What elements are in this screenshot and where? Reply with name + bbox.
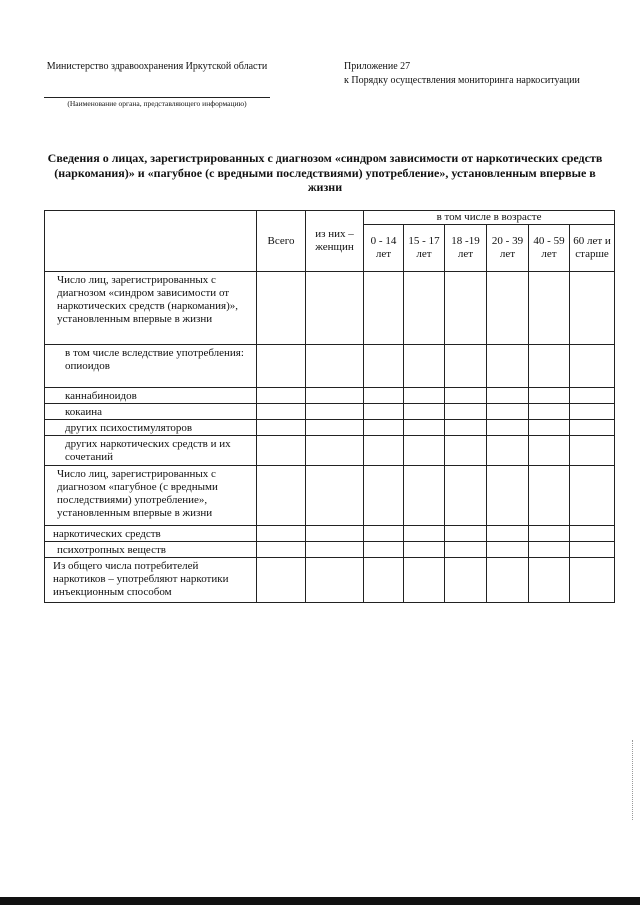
row-label-addiction-total: Число лиц, зарегистрированных с диагнозом «синдром зависимости от наркотических средств (наркомания)», установленным впервые в жизни: [45, 272, 257, 345]
value-cell[interactable]: [570, 542, 615, 558]
value-cell[interactable]: [570, 404, 615, 420]
column-header-age-0-14: 0 - 14 лет: [364, 225, 404, 272]
value-cell[interactable]: [364, 526, 404, 542]
column-header-age-20-39: 20 - 39 лет: [487, 225, 529, 272]
table-row: [45, 345, 615, 388]
value-cell[interactable]: [404, 436, 445, 466]
document-title: Сведения о лицах, зарегистрированных с диагнозом «синдром зависимости от наркотических средств (наркомания)» и «пагубное (с вредными последствиями) употребление», установленным впервые в жизни: [47, 151, 603, 194]
value-cell[interactable]: [306, 388, 364, 404]
row-label-other-narcotics: других наркотических средств и их сочетаний: [45, 436, 257, 466]
value-cell[interactable]: [404, 526, 445, 542]
value-cell[interactable]: [364, 558, 404, 603]
value-cell[interactable]: [529, 272, 570, 345]
appendix-subtitle: к Порядку осуществления мониторинга наркоситуации: [344, 75, 580, 86]
value-cell[interactable]: [404, 542, 445, 558]
value-cell[interactable]: [404, 272, 445, 345]
report-table: [44, 210, 615, 603]
table-row: [45, 558, 615, 603]
value-cell[interactable]: [364, 420, 404, 436]
appendix-block: [344, 60, 634, 88]
column-header-total: Всего: [257, 211, 306, 272]
value-cell[interactable]: [445, 388, 487, 404]
header-empty-cell: [45, 211, 257, 272]
value-cell[interactable]: [364, 345, 404, 388]
table-row: [45, 272, 615, 345]
value-cell[interactable]: [487, 542, 529, 558]
value-cell[interactable]: [257, 558, 306, 603]
row-label-narcotic-substances: наркотических средств: [45, 526, 257, 542]
value-cell[interactable]: [529, 420, 570, 436]
value-cell[interactable]: [306, 466, 364, 526]
value-cell[interactable]: [570, 526, 615, 542]
value-cell[interactable]: [487, 466, 529, 526]
column-header-age-60-plus: 60 лет и старше: [570, 225, 615, 272]
table-row: [45, 436, 615, 466]
value-cell[interactable]: [529, 558, 570, 603]
value-cell[interactable]: [404, 345, 445, 388]
value-cell[interactable]: [487, 436, 529, 466]
value-cell[interactable]: [570, 436, 615, 466]
value-cell[interactable]: [529, 526, 570, 542]
column-header-age-group: в том числе в возрасте: [364, 211, 615, 225]
value-cell[interactable]: [404, 388, 445, 404]
value-cell[interactable]: [364, 466, 404, 526]
value-cell[interactable]: [364, 404, 404, 420]
value-cell[interactable]: [445, 558, 487, 603]
value-cell[interactable]: [364, 388, 404, 404]
table-row: [45, 420, 615, 436]
value-cell[interactable]: [529, 388, 570, 404]
value-cell[interactable]: [445, 436, 487, 466]
organization-name: Министерство здравоохранения Иркутской области: [46, 61, 268, 72]
value-cell[interactable]: [529, 404, 570, 420]
table-row: [45, 526, 615, 542]
organization-caption: (Наименование органа, представляющего информацию): [67, 99, 247, 108]
value-cell[interactable]: [487, 404, 529, 420]
value-cell[interactable]: [487, 345, 529, 388]
value-cell[interactable]: [529, 345, 570, 388]
column-header-age-15-17: 15 - 17 лет: [404, 225, 445, 272]
value-cell[interactable]: [306, 526, 364, 542]
value-cell[interactable]: [257, 526, 306, 542]
value-cell[interactable]: [445, 466, 487, 526]
value-cell[interactable]: [529, 466, 570, 526]
row-label-opioids: в том числе вследствие употребления: опиоидов: [45, 345, 257, 388]
scan-bottom-border: [0, 897, 640, 905]
row-label-cannabinoids: каннабиноидов: [45, 388, 257, 404]
column-header-age-18-19: 18 -19 лет: [445, 225, 487, 272]
value-cell[interactable]: [257, 466, 306, 526]
value-cell[interactable]: [445, 404, 487, 420]
value-cell[interactable]: [529, 436, 570, 466]
value-cell[interactable]: [306, 420, 364, 436]
value-cell[interactable]: [364, 436, 404, 466]
column-header-age-40-59: 40 - 59 лет: [529, 225, 570, 272]
value-cell[interactable]: [404, 558, 445, 603]
row-label-injection-users: Из общего числа потребителей наркотиков – употребляют наркотики инъекционным способом: [45, 558, 257, 603]
value-cell[interactable]: [306, 436, 364, 466]
value-cell[interactable]: [445, 526, 487, 542]
scan-edge-marks: [632, 740, 635, 820]
value-cell[interactable]: [487, 420, 529, 436]
value-cell[interactable]: [445, 345, 487, 388]
row-label-psychostimulants: других психостимуляторов: [45, 420, 257, 436]
value-cell[interactable]: [570, 388, 615, 404]
value-cell[interactable]: [570, 272, 615, 345]
value-cell[interactable]: [364, 272, 404, 345]
value-cell[interactable]: [404, 466, 445, 526]
row-label-harmful-use-total: Число лиц, зарегистрированных с диагнозом «пагубное (с вредными последствиями) употребление», установленным впервые в жизни: [45, 466, 257, 526]
table-row: [45, 542, 615, 558]
value-cell[interactable]: [257, 420, 306, 436]
value-cell[interactable]: [529, 542, 570, 558]
value-cell[interactable]: [257, 345, 306, 388]
appendix-title: Приложение 27: [344, 61, 411, 72]
value-cell[interactable]: [445, 272, 487, 345]
row-label-psychotropic-substances: психотропных веществ: [45, 542, 257, 558]
table-row: [45, 388, 615, 404]
organization-underline: [44, 97, 270, 98]
value-cell[interactable]: [570, 345, 615, 388]
value-cell[interactable]: [306, 272, 364, 345]
value-cell[interactable]: [487, 558, 529, 603]
value-cell[interactable]: [445, 542, 487, 558]
value-cell[interactable]: [257, 388, 306, 404]
value-cell[interactable]: [487, 272, 529, 345]
value-cell[interactable]: [487, 526, 529, 542]
value-cell[interactable]: [257, 272, 306, 345]
value-cell[interactable]: [306, 345, 364, 388]
value-cell[interactable]: [257, 436, 306, 466]
column-header-women: из них – женщин: [306, 211, 364, 272]
value-cell[interactable]: [257, 404, 306, 420]
table-row: [45, 404, 615, 420]
value-cell[interactable]: [364, 542, 404, 558]
value-cell[interactable]: [570, 420, 615, 436]
table-row: [45, 466, 615, 526]
value-cell[interactable]: [445, 420, 487, 436]
value-cell[interactable]: [306, 542, 364, 558]
value-cell[interactable]: [570, 466, 615, 526]
value-cell[interactable]: [570, 558, 615, 603]
value-cell[interactable]: [404, 420, 445, 436]
value-cell[interactable]: [257, 542, 306, 558]
value-cell[interactable]: [306, 404, 364, 420]
row-label-cocaine: кокаина: [45, 404, 257, 420]
value-cell[interactable]: [487, 388, 529, 404]
value-cell[interactable]: [404, 404, 445, 420]
value-cell[interactable]: [306, 558, 364, 603]
